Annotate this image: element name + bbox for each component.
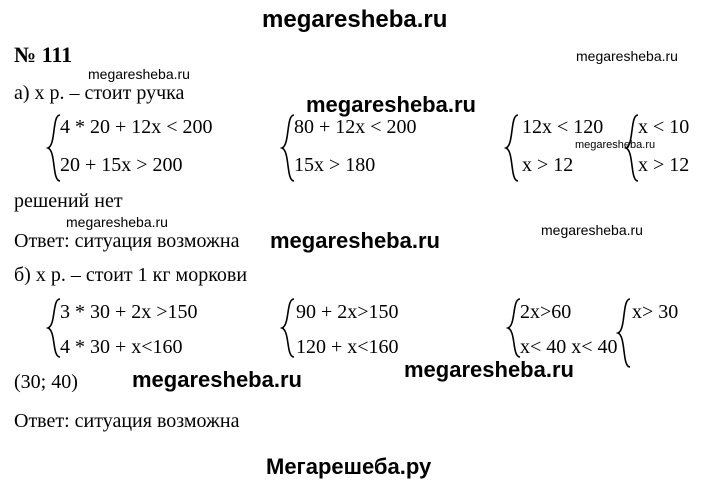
watermark: megaresheba.ru: [404, 357, 574, 382]
system-line: 20 + 15x > 200: [60, 154, 183, 176]
system-line: 4 * 20 + 12x < 200: [60, 116, 213, 138]
system-line: 80 + 12x < 200: [294, 116, 417, 138]
system-line: x> 30: [632, 301, 679, 323]
system-line: 15x > 180: [294, 154, 376, 176]
answer-b: Ответ: ситуация возможна: [14, 410, 240, 432]
system-line: x > 12: [522, 154, 574, 176]
brace-icon: [614, 297, 634, 369]
site-header: megaresheba.ru: [262, 6, 448, 33]
system-line: 4 * 30 + x<160: [60, 336, 183, 358]
interval-text: (30; 40): [14, 371, 78, 393]
system-line: x< 40 x< 40: [520, 336, 618, 358]
watermark: megaresheba.ru: [541, 222, 643, 238]
system-line: 2x>60: [520, 301, 572, 323]
system-line: x > 12: [638, 154, 690, 176]
brace-icon: [502, 113, 522, 183]
no-solution-text: решений нет: [14, 190, 123, 212]
watermark: megaresheba.ru: [306, 92, 476, 117]
watermark: megaresheba.ru: [88, 66, 190, 82]
watermark: megaresheba.ru: [575, 139, 656, 151]
part-b-intro: б) х р. – стоит 1 кг моркови: [14, 264, 248, 286]
watermark: megaresheba.ru: [576, 48, 678, 64]
system-line: x < 10: [638, 116, 690, 138]
answer-a: Ответ: ситуация возможна: [14, 230, 240, 252]
brace-icon: [278, 297, 298, 359]
watermark: megaresheba.ru: [270, 228, 440, 253]
problem-number: № 111: [14, 42, 73, 67]
system-line: 90 + 2x>150: [296, 301, 399, 323]
part-a-intro: а) х р. – стоит ручка: [14, 82, 185, 104]
system-line: 12x < 120: [522, 116, 604, 138]
system-line: 3 * 30 + 2x >150: [60, 301, 198, 323]
watermark: megaresheba.ru: [132, 367, 302, 392]
watermark: megaresheba.ru: [66, 214, 168, 230]
system-line: 120 + x<160: [296, 336, 399, 358]
footer-brand: Мегарешеба.ру: [266, 454, 432, 479]
